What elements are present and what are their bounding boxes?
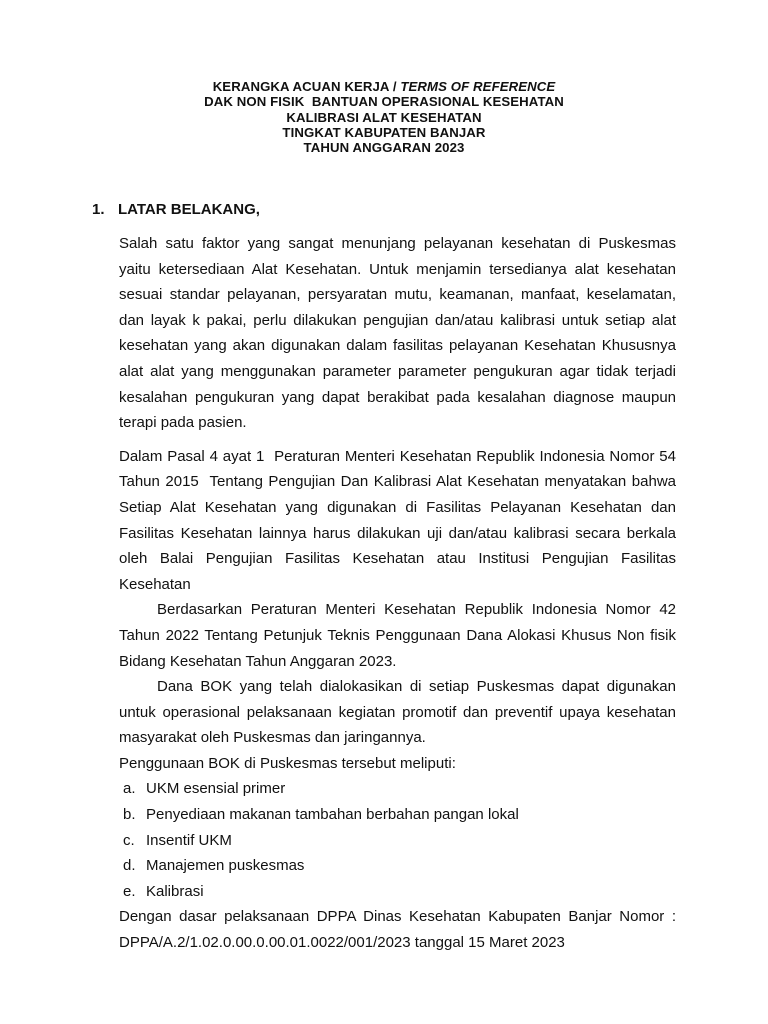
bok-usage-list [119,776,676,904]
paragraph-6-line-2: DPPA/A.2/1.02.0.00.0.00.01.0022/001/2023 tanggal 15 Maret 2023 [119,934,565,952]
list-item [119,879,676,905]
document-header [0,79,768,155]
paragraph-6-line-1: Dengan dasar pelaksanaan DPPA Dinas Kesehatan Kabupaten Banjar Nomor : [119,908,676,926]
paragraph-6 [119,904,676,930]
section-heading [92,201,260,219]
list-item-text: Manajemen puskesmas [146,857,305,875]
header-title-italic: TERMS OF REFERENCE [400,79,556,94]
list-item-text: UKM esensial primer [146,780,286,798]
list-marker: a. [123,780,136,798]
section-title: LATAR BELAKANG, [118,201,260,218]
list-item [119,853,676,879]
list-item [119,802,676,828]
list-item [119,776,676,802]
paragraph-4: Dana BOK yang telah dialokasikan di setiap Puskesmas dapat digunakan untuk operasional pelaksanaan kegiatan promotif dan preventif upaya kesehatan masyarakat oleh Puskesmas dan jaringannya. [119,678,676,747]
header-line-4: TINGKAT KABUPATEN BANJAR [282,124,486,140]
list-item [119,828,676,854]
section-number: 1. [92,201,105,218]
header-line-5: TAHUN ANGGARAN 2023 [303,140,465,156]
list-marker: b. [123,806,136,824]
header-line-1 [0,79,768,94]
header-line-2: DAK NON FISIK BANTUAN OPERASIONAL KESEHATAN [204,94,564,110]
paragraph-3: Berdasarkan Peraturan Menteri Kesehatan Republik Indonesia Nomor 42 Tahun 2022 Tentang Petunjuk Teknis Penggunaan Dana Alokasi Khusus Non fisik Bidang Kesehatan Tahun Anggaran 2023. [119,601,676,670]
paragraph-1: Salah satu faktor yang sangat menunjang pelayanan kesehatan di Puskesmas yaitu ketersediaan Alat Kesehatan. Untuk menjamin tersedianya alat kesehatan sesuai standar pelayanan, persyaratan mutu, keamanan, manfaat, keselamatan, dan layak k pakai, perlu dilakukan pengujian dan/atau kalibrasi untuk setiap alat kesehatan yang akan digunakan dalam fasilitas pelayanan Kesehatan Khususnya alat alat yang menggunakan parameter parameter pengukuran agar tidak terjadi kesalahan pengukuran yang dapat berakibat pada kesalahan diagnose maupun terapi pada pasien. [119,235,676,432]
header-line-3: KALIBRASI ALAT KESEHATAN [286,109,482,125]
document-body [119,231,681,956]
header-title-plain: KERANGKA ACUAN KERJA / [212,79,401,94]
list-item-text: Insentif UKM [146,831,232,849]
paragraph-2: Dalam Pasal 4 ayat 1 Peraturan Menteri Kesehatan Republik Indonesia Nomor 54 Tahun 2015 Tentang Pengujian Dan Kalibrasi Alat Kesehatan menyatakan bahwa Setiap Alat Kesehatan yang digunakan di Fasilitas Pelayanan Kesehatan dan Fasilitas Kesehatan lainnya harus dilakukan uji dan/atau kalibrasi secara berkala oleh Balai Pengujian Fasilitas Kesehatan atau Institusi Pengujian Fasilitas Kesehatan [119,447,681,593]
list-item-text: Kalibrasi [146,882,204,900]
paragraph-5: Penggunaan BOK di Puskesmas tersebut meliputi: [119,754,456,772]
list-marker: c. [123,831,135,849]
list-marker: d. [123,857,136,875]
list-item-text: Penyediaan makanan tambahan berbahan pangan lokal [146,806,519,824]
list-marker: e. [123,882,136,900]
